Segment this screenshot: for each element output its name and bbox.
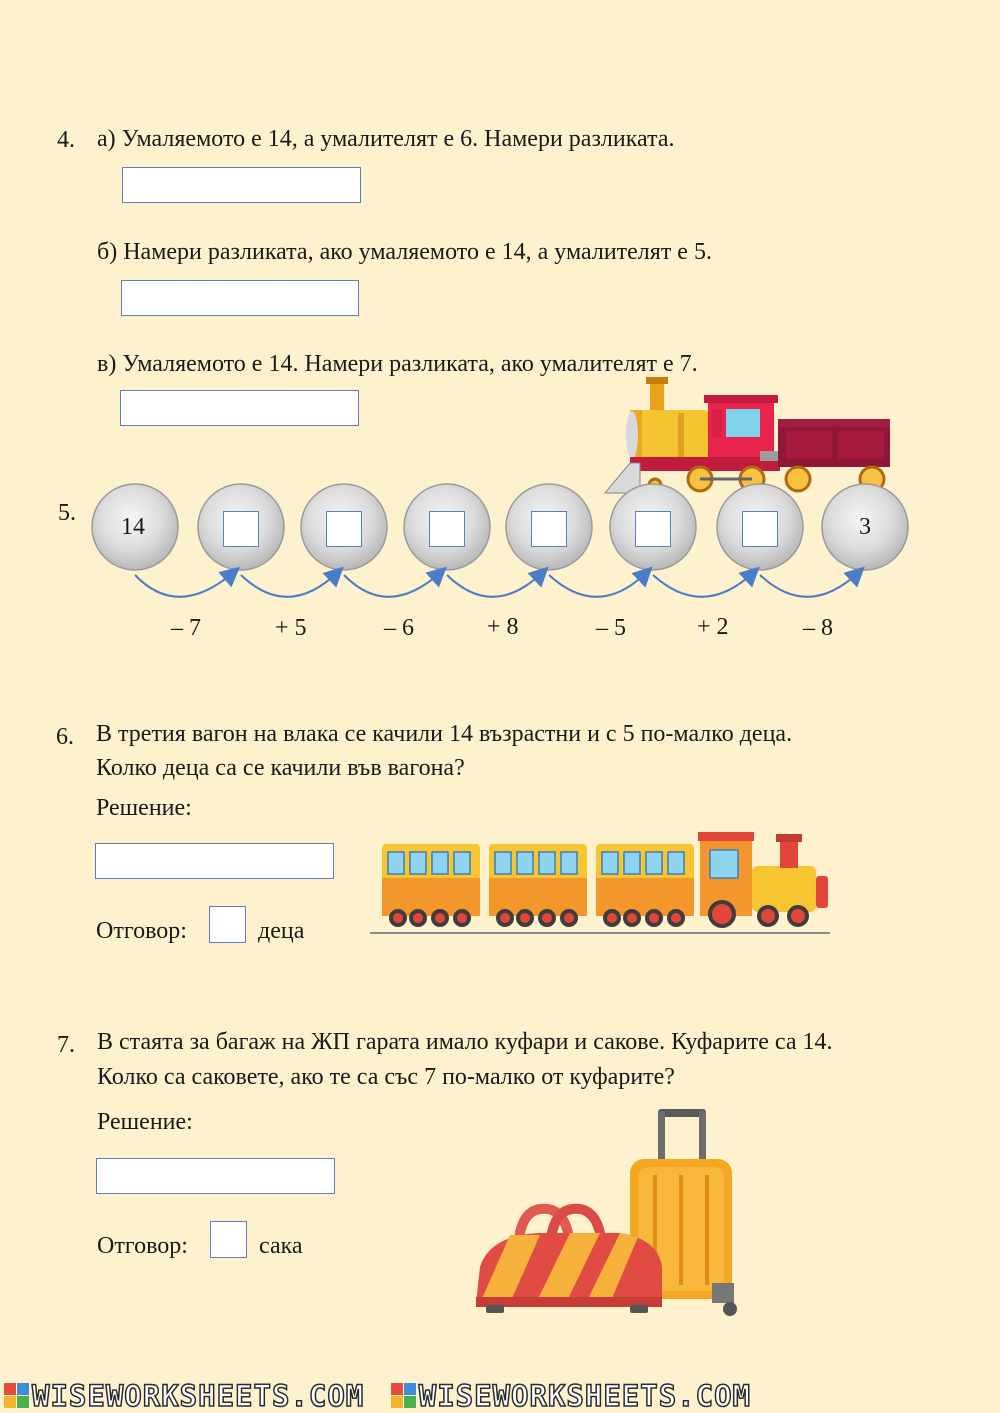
chain-arrow-3 (344, 572, 441, 597)
question-7-unit: сака (259, 1233, 303, 1259)
chain-operation-3: – 6 (384, 615, 414, 641)
luggage-illustration (470, 1105, 745, 1320)
question-6-number: 6. (56, 724, 74, 750)
chain-start-value: 14 (121, 514, 145, 540)
chain-end-value: 3 (859, 514, 871, 540)
chain-answer-box-3[interactable] (429, 511, 465, 547)
question-7-solution-input[interactable] (96, 1158, 335, 1194)
chain-operation-6: + 2 (697, 614, 729, 640)
answer-4b-input[interactable] (121, 280, 359, 316)
answer-4a-input[interactable] (122, 167, 361, 203)
question-6-answer-box[interactable] (209, 906, 246, 943)
chain-operation-4: + 8 (487, 614, 519, 640)
question-5-number: 5. (58, 500, 76, 526)
footer-brand-text-2: WISEWORKSHEETS.COM (418, 1379, 752, 1413)
chain-arrow-7 (760, 572, 859, 597)
chain-arrow-6 (653, 572, 754, 597)
chain-operation-2: + 5 (275, 615, 307, 641)
number-chain (88, 480, 918, 620)
question-6-line2: Колко деца са се качили във вагона? (96, 755, 465, 781)
brand-logo-icon (4, 1383, 30, 1409)
question-6-line1: В третия вагон на влака се качили 14 възрастни и с 5 по-малко деца. (96, 721, 793, 747)
question-6-solution-label: Решение: (96, 795, 192, 821)
chain-arrow-5 (549, 572, 647, 597)
question-4a-text: а) Умаляемото е 14, а умалителят е 6. Намери разликата. (97, 126, 675, 152)
chain-answer-box-5[interactable] (635, 511, 671, 547)
question-7-answer-label: Отговор: (97, 1233, 188, 1259)
question-7-line1: В стаята за багаж на ЖП гарата имало куфари и сакове. Куфарите са 14. (97, 1029, 833, 1055)
question-4c-text: в) Умаляемото е 14. Намери разликата, ако умалителят е 7. (97, 351, 698, 377)
question-7-number: 7. (57, 1032, 75, 1058)
question-4-number: 4. (57, 127, 75, 153)
steam-train-illustration (600, 375, 895, 497)
brand-logo-icon (391, 1383, 417, 1409)
answer-4c-input[interactable] (120, 390, 359, 426)
question-4b-text: б) Намери разликата, ако умаляемото е 14, а умалителят е 5. (97, 239, 712, 265)
chain-answer-box-2[interactable] (326, 511, 362, 547)
question-7-line2: Колко са саковете, ако те са със 7 по-малко от куфарите? (97, 1064, 675, 1090)
chain-arrow-4 (447, 572, 543, 597)
question-6-unit: деца (258, 918, 305, 944)
chain-operation-1: – 7 (171, 615, 201, 641)
chain-answer-box-6[interactable] (742, 511, 778, 547)
question-7-answer-box[interactable] (210, 1221, 247, 1258)
footer-brand (0, 1377, 1000, 1413)
question-6-solution-input[interactable] (95, 843, 334, 879)
chain-answer-box-1[interactable] (223, 511, 259, 547)
footer-brand-text-1: WISEWORKSHEETS.COM (32, 1379, 365, 1413)
chain-operation-5: – 5 (596, 615, 626, 641)
chain-arrow-2 (241, 572, 338, 597)
chain-answer-box-4[interactable] (531, 511, 567, 547)
chain-arrow-1 (135, 572, 234, 597)
question-7-solution-label: Решение: (97, 1109, 193, 1135)
question-6-answer-label: Отговор: (96, 918, 187, 944)
passenger-train-illustration (370, 830, 832, 938)
chain-operation-7: – 8 (803, 615, 833, 641)
